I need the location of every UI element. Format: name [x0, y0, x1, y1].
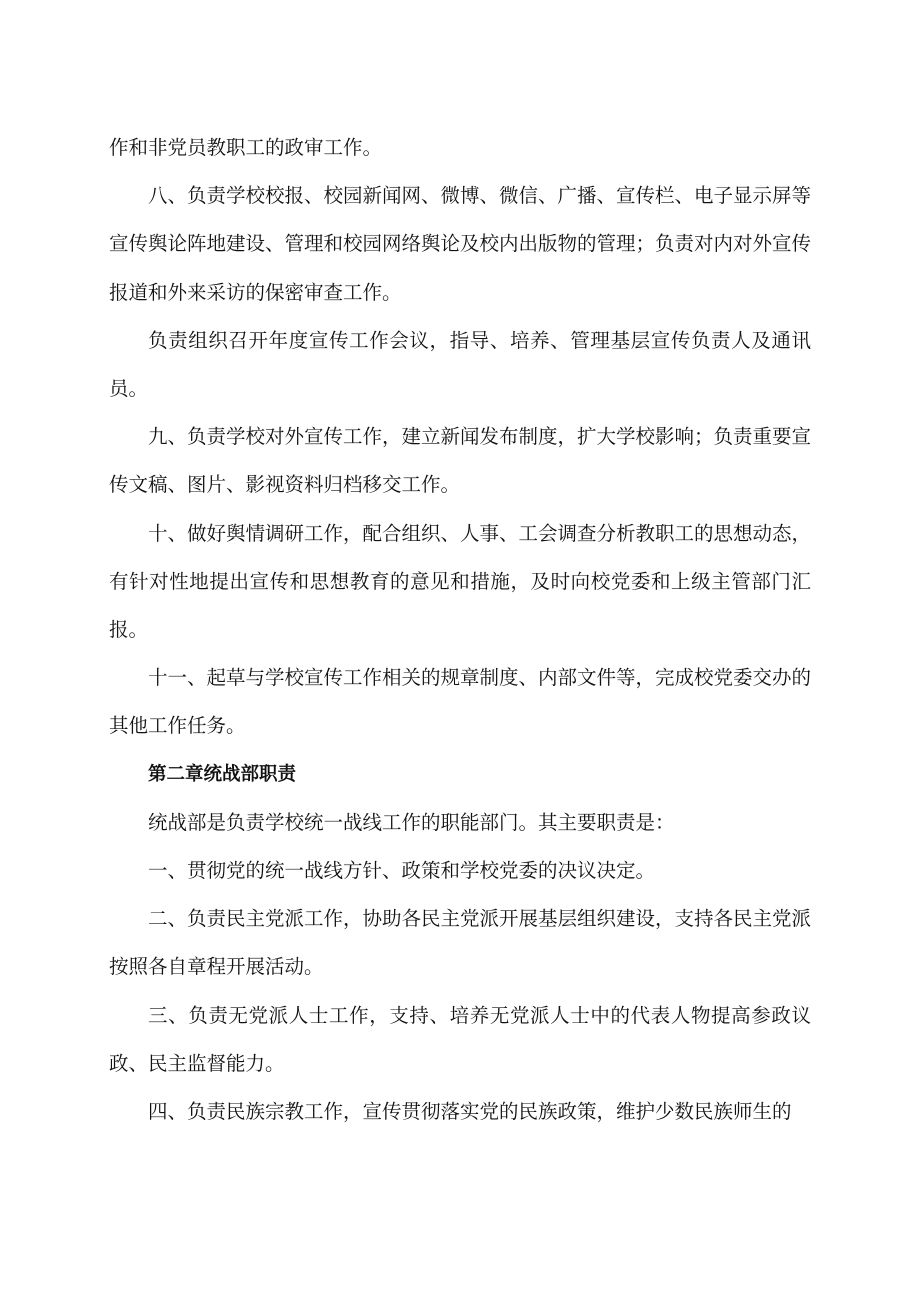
chapter-intro: 统战部是负责学校统一战线工作的职能部门。其主要职责是：	[148, 810, 675, 834]
paragraph-item-8-meeting: 负责组织召开年度宣传工作会议，指导、培养、管理基层宣传负责人及通讯员。	[109, 328, 811, 401]
paragraph-item-9: 九、负责学校对外宣传工作，建立新闻发布制度，扩大学校影响；负责重要宣传文稿、图片、影视资料归档移交工作。	[109, 425, 812, 497]
chapter-heading: 第二章统战部职责	[148, 763, 297, 785]
paragraph-item-11: 十一、起草与学校宣传工作相关的规章制度、内部文件等，完成校党委交办的其他工作任务。	[109, 666, 812, 738]
paragraph-item-10: 十、做好舆情调研工作，配合组织、人事、工会调查分析教职工的思想动态，有针对性地提出宣传和思想教育的意见和措施，及时向校党委和上级主管部门汇报。	[109, 521, 812, 642]
chapter-item-2: 二、负责民主党派工作，协助各民主党派开展基层组织建设，支持各民主党派按照各自章程开展活动。	[109, 907, 812, 979]
paragraph-continuation: 作和非党员教职工的政审工作。	[109, 136, 383, 159]
document-page	[109, 124, 811, 1136]
paragraph-item-8: 八、负责学校校报、校园新闻网、微博、微信、广播、宣传栏、电子显示屏等宣传舆论阵地建设、管理和校园网络舆论及校内出版物的管理；负责对内对外宣传报道和外来采访的保密审查工作。	[109, 184, 812, 304]
chapter-item-1: 一、贯彻党的统一战线方针、政策和学校党委的决议决定。	[148, 859, 656, 883]
chapter-item-3: 三、负责无党派人士工作，支持、培养无党派人士中的代表人物提高参政议政、民主监督能力。	[109, 1003, 811, 1075]
chapter-item-4: 四、负责民族宗教工作，宣传贯彻落实党的民族政策，维护少数民族师生的	[148, 1100, 792, 1124]
